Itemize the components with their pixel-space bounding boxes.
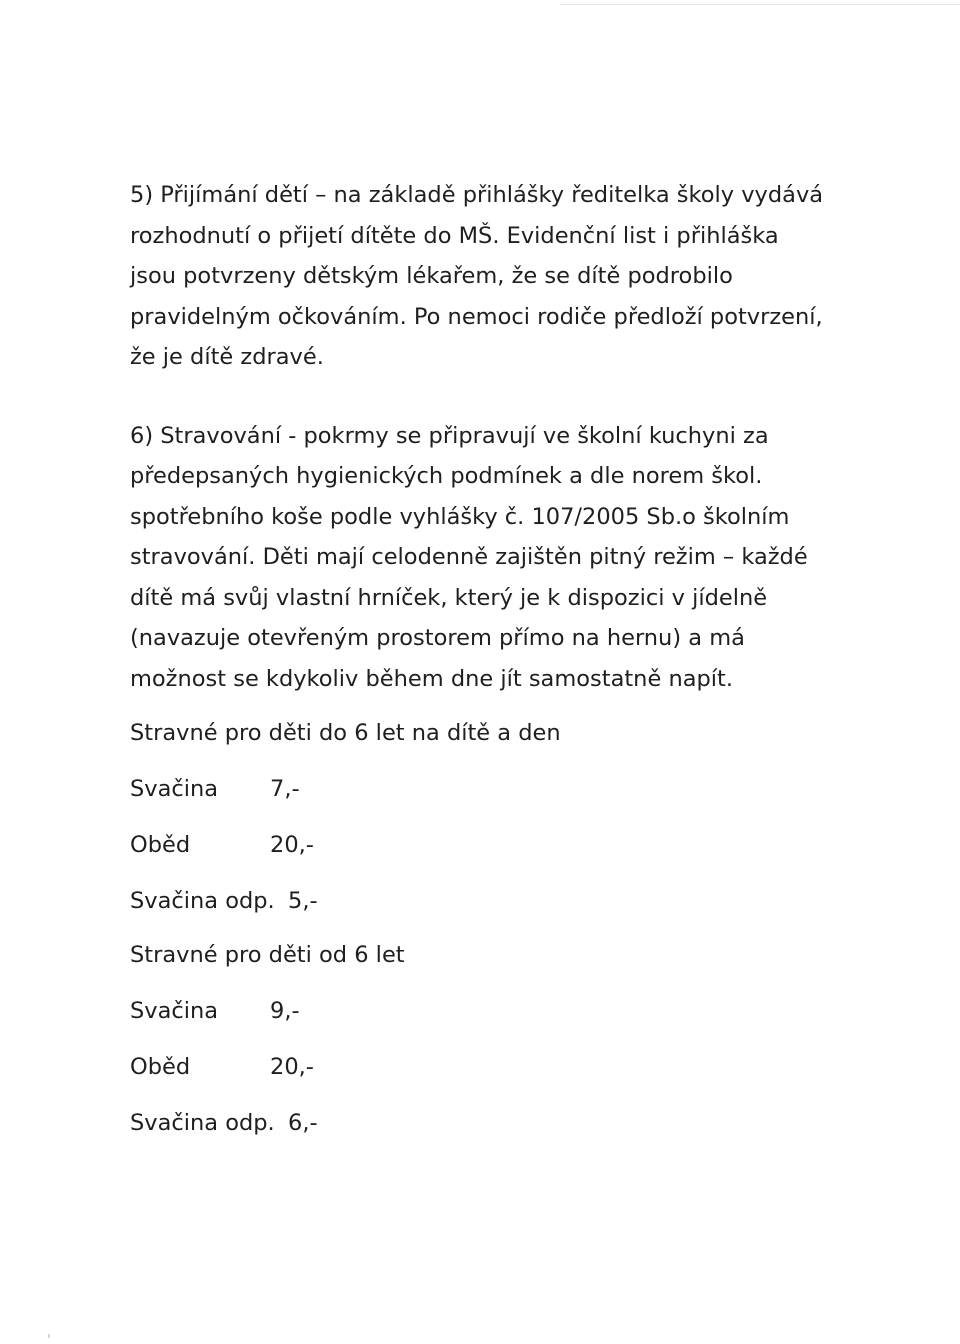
paragraph-line: možnost se kdykoliv během dne jít samostatně napít. (130, 665, 733, 692)
fee-value: 9,- (270, 998, 300, 1024)
paragraph-admission (130, 175, 850, 378)
fee-value: 20,- (270, 832, 314, 858)
fee-row (130, 1103, 850, 1143)
fee-row (130, 991, 850, 1031)
fee-value: 20,- (270, 1054, 314, 1080)
document-content (130, 175, 850, 1143)
fee-row (130, 1047, 850, 1087)
fee-row (130, 881, 850, 921)
fees-over6-heading: Stravné pro děti od 6 let (130, 942, 405, 968)
fee-label: Svačina (130, 998, 219, 1024)
paragraph-line: stravování. Děti mají celodenně zajištěn pitný režim – každé (130, 544, 808, 570)
paragraph-catering (130, 416, 850, 700)
paragraph-line: 5) Přijímání dětí – na základě přihlášky ředitelka školy vydává (130, 182, 824, 208)
fee-label: Svačina odp. (130, 888, 275, 914)
fee-row (130, 825, 850, 865)
fee-value: 6,- (288, 1110, 318, 1136)
fee-label: Oběd (130, 1054, 191, 1080)
fee-row (130, 769, 850, 809)
paragraph-line: rozhodnutí o přijetí dítěte do MŠ. Evidenční list i přihláška (130, 222, 779, 249)
paragraph-line: předepsaných hygienických podmínek a dle norem škol. (130, 463, 763, 489)
fees-under6-heading: Stravné pro děti do 6 let na dítě a den (130, 720, 561, 746)
fee-label: Svačina odp. (130, 1110, 275, 1136)
paragraph-line: 6) Stravování - pokrmy se připravují ve školní kuchyni za (130, 422, 769, 449)
paragraph-line: že je dítě zdravé. (130, 344, 324, 370)
fee-label: Oběd (130, 832, 191, 858)
paragraph-line: dítě má svůj vlastní hrníček, který je k dispozici v jídelně (130, 584, 768, 611)
fee-value: 5,- (288, 888, 318, 914)
fee-value: 7,- (270, 776, 300, 802)
paragraph-line: pravidelným očkováním. Po nemoci rodiče předloží potvrzení, (130, 303, 823, 330)
paragraph-line: spotřebního koše podle vyhlášky č. 107/2005 Sb.o školním (130, 503, 790, 530)
fee-label: Svačina (130, 776, 219, 802)
paragraph-line: (navazuje otevřeným prostorem přímo na hernu) a má (130, 625, 745, 651)
paragraph-line: jsou potvrzeny dětským lékařem, že se dítě podrobilo (130, 263, 733, 289)
scan-edge-line (560, 4, 960, 5)
scan-speck (48, 1334, 50, 1338)
